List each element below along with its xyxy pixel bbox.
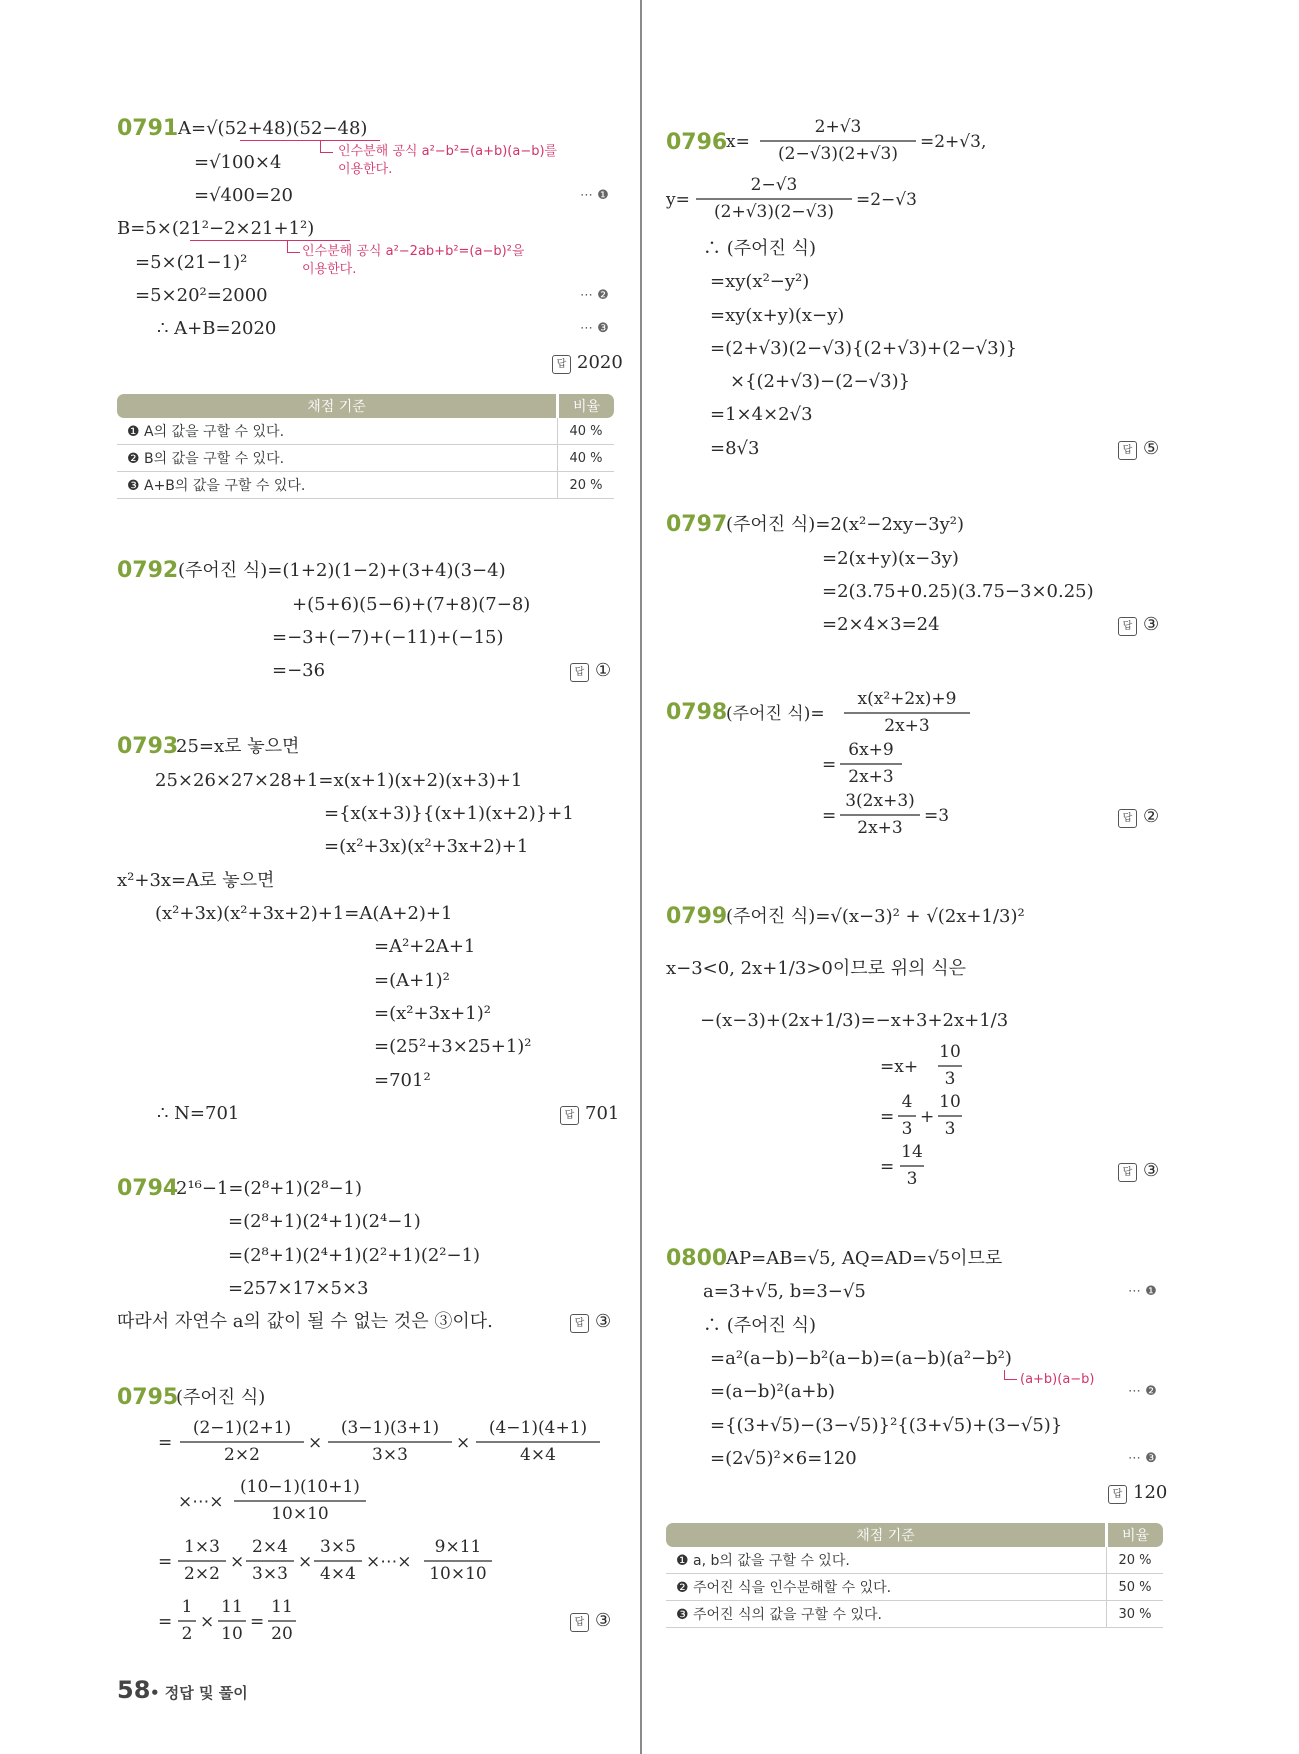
frac-num: 3(2x+3): [845, 791, 915, 811]
answer-value: 2020: [577, 352, 623, 373]
answer-value: ⑤: [1143, 438, 1160, 459]
footer-title: • 정답 및 풀이: [150, 1684, 248, 1702]
op: (주어진 식)=: [726, 704, 825, 724]
solution-line: 25=x로 놓으면: [176, 736, 300, 757]
frac-num: 1: [181, 1597, 193, 1617]
op: y=: [666, 190, 690, 210]
frac-num: x(x²+2x)+9: [857, 689, 957, 709]
frac-num: 10: [939, 1092, 961, 1112]
op: =: [250, 1612, 265, 1632]
answer-label: 답: [1118, 441, 1137, 460]
problem-number: 0792: [117, 558, 179, 583]
solution-line: ={(3+√5)−(3−√5)}²{(3+√5)+(3−√5)}: [710, 1415, 1063, 1436]
solution-line: ∴ N=701: [157, 1103, 240, 1124]
op: ×: [456, 1433, 471, 1453]
note-bracket: [1004, 1370, 1017, 1380]
solution-line: ∴ (주어진 식): [703, 238, 817, 259]
frac-num: 4: [901, 1092, 913, 1112]
frac-num: (10−1)(10+1): [240, 1477, 360, 1497]
answer: [570, 1311, 611, 1333]
solution-line: =(a−b)²(a+b): [710, 1381, 836, 1402]
problem-number: 0794: [117, 1176, 179, 1201]
frac-den: 3: [944, 1069, 956, 1089]
formula-note: 인수분해 공식 a²−b²=(a+b)(a−b)를: [338, 144, 558, 159]
frac-num: (2−1)(2+1): [192, 1418, 292, 1438]
frac-den: 3: [906, 1169, 918, 1189]
grading-table: [117, 394, 614, 499]
problem-number: 0795: [117, 1385, 179, 1410]
op: =: [880, 1157, 895, 1177]
frac-den: 10×10: [429, 1564, 487, 1584]
answer: [1118, 438, 1159, 460]
solution-line: =xy(x+y)(x−y): [710, 305, 845, 326]
frac-num: 2+√3: [814, 117, 862, 137]
grading-criterion: ❸ A+B의 값을 구할 수 있다.: [117, 472, 558, 499]
solution-line: =(2√5)²×6=120: [710, 1448, 857, 1469]
grading-ratio: 30 %: [1107, 1601, 1164, 1628]
answer-value: ③: [595, 1311, 612, 1332]
solution-line: a=3+√5, b=3−√5: [703, 1281, 866, 1302]
solution-line: (주어진 식)=√(x−3)² + √(2x+1/3)²: [726, 906, 1025, 927]
solution-line: (주어진 식): [176, 1387, 266, 1408]
formula-note: (a+b)(a−b): [1020, 1372, 1095, 1387]
grading-table: [666, 1523, 1163, 1628]
frac-num: (4−1)(4+1): [488, 1418, 588, 1438]
fraction-expression-0795: [140, 1415, 620, 1645]
answer-label: 답: [1118, 809, 1137, 828]
solution-line: −(x−3)+(2x+1/3)=−x+3+2x+1/3: [700, 1010, 1009, 1031]
grading-criterion: ❸ 주어진 식의 값을 구할 수 있다.: [666, 1601, 1107, 1628]
solution-line: =5×(21−1)²: [135, 252, 248, 273]
grading-head-ratio: 비율: [558, 394, 615, 418]
problem-number: 0797: [666, 512, 728, 537]
solution-line: =−3+(−7)+(−11)+(−15): [272, 627, 504, 648]
fraction-expression-0798: [720, 684, 1040, 844]
grading-head-ratio: 비율: [1107, 1523, 1164, 1547]
solution-line: =−36: [272, 660, 326, 681]
frac-den: 2×2: [224, 1445, 260, 1465]
answer-label: 답: [570, 1314, 589, 1333]
frac-den: (2+√3)(2−√3): [714, 202, 834, 222]
frac-num: 3×5: [320, 1537, 356, 1557]
frac-num: 6x+9: [848, 740, 894, 760]
solution-line: =(A+1)²: [374, 970, 450, 991]
frac-den: 4×4: [320, 1564, 356, 1584]
formula-note: 이용한다.: [302, 262, 357, 277]
solution-line: 25×26×27×28+1=x(x+1)(x+2)(x+3)+1: [155, 770, 523, 791]
problem-number: 0791: [117, 116, 179, 141]
step-marker: ⋯ ❶: [580, 188, 609, 203]
grading-ratio: 50 %: [1107, 1574, 1164, 1601]
solution-line: B=5×(21²−2×21+1²): [117, 218, 315, 239]
frac-den: 3×3: [252, 1564, 288, 1584]
op: ×⋯×: [366, 1552, 412, 1572]
frac-num: 10: [939, 1042, 961, 1062]
op: =: [880, 1107, 895, 1127]
op: ×: [298, 1552, 313, 1572]
frac-den: 10×10: [271, 1504, 329, 1524]
frac-num: 11: [271, 1597, 293, 1617]
grading-criterion: ❷ 주어진 식을 인수분해할 수 있다.: [666, 1574, 1107, 1601]
op: =: [158, 1552, 173, 1572]
step-marker: ⋯ ❷: [580, 288, 609, 303]
frac-den: 2x+3: [884, 716, 930, 736]
frac-num: 9×11: [434, 1537, 482, 1557]
grading-head-criteria: 채점 기준: [666, 1523, 1107, 1547]
answer: [1108, 1482, 1167, 1504]
solution-line: =(2⁸+1)(2⁴+1)(2²+1)(2²−1): [228, 1245, 481, 1266]
problem-number: 0800: [666, 1246, 728, 1271]
solution-line: ×{(2+√3)−(2−√3)}: [730, 371, 911, 392]
grading-ratio: 20 %: [558, 472, 615, 499]
op: ×: [200, 1612, 215, 1632]
solution-line: x²+3x=A로 놓으면: [117, 870, 275, 891]
solution-line: =(2+√3)(2−√3){(2+√3)+(2−√3)}: [710, 338, 1018, 359]
frac-den: (2−√3)(2+√3): [778, 144, 898, 164]
solution-line: x−3<0, 2x+1/3>0이므로 위의 식은: [666, 958, 967, 979]
frac-den: 4×4: [520, 1445, 556, 1465]
formula-note: 이용한다.: [338, 162, 393, 177]
answer: [1118, 1160, 1159, 1182]
solution-line: 2¹⁶−1=(2⁸+1)(2⁸−1): [176, 1178, 362, 1199]
op: =: [822, 755, 837, 775]
frac-den: 2x+3: [848, 767, 894, 787]
answer-label: 답: [560, 1106, 579, 1125]
answer-value: ①: [595, 660, 612, 681]
op: =: [822, 806, 837, 826]
answer-label: 답: [570, 663, 589, 682]
solution-line: 따라서 자연수 a의 값이 될 수 없는 것은 ③이다.: [117, 1311, 493, 1332]
fraction-expression-0796b: [660, 170, 960, 234]
frac-den: 20: [271, 1624, 293, 1644]
solution-line: ∴ A+B=2020: [157, 318, 277, 339]
grading-ratio: 40 %: [558, 418, 615, 445]
grading-head-criteria: 채점 기준: [117, 394, 558, 418]
frac-num: 1×3: [184, 1537, 220, 1557]
grading-ratio: 20 %: [1107, 1547, 1164, 1574]
grading-criterion: ❶ A의 값을 구할 수 있다.: [117, 418, 558, 445]
frac-num: (3−1)(3+1): [340, 1418, 440, 1438]
formula-note: 인수분해 공식 a²−2ab+b²=(a−b)²을: [302, 244, 525, 259]
answer: [570, 1610, 611, 1632]
answer-value: ③: [1143, 614, 1160, 635]
note-underline: [240, 140, 380, 141]
solution-line: A=√(52+48)(52−48): [178, 118, 368, 139]
answer-value: 701: [585, 1103, 620, 1124]
problem-number: 0799: [666, 904, 728, 929]
grading-ratio: 40 %: [558, 445, 615, 472]
solution-line: =(x²+3x)(x²+3x+2)+1: [324, 836, 529, 857]
problem-number: 0796: [666, 130, 728, 155]
note-underline: [190, 240, 350, 241]
frac-den: 2×2: [184, 1564, 220, 1584]
op: x=: [726, 132, 750, 152]
frac-den: 10: [221, 1624, 243, 1644]
fraction-expression-0799: [870, 1040, 1070, 1200]
grading-criterion: ❶ a, b의 값을 구할 수 있다.: [666, 1547, 1107, 1574]
frac-num: 2−√3: [750, 175, 798, 195]
answer: [552, 352, 623, 374]
frac-den: 3×3: [372, 1445, 408, 1465]
answer-value: ③: [1143, 1160, 1160, 1181]
solution-line: ={x(x+3)}{(x+1)(x+2)}+1: [324, 803, 574, 824]
answer-value: ②: [1143, 806, 1160, 827]
answer-value: ③: [595, 1610, 612, 1631]
step-marker: ⋯ ❸: [580, 321, 609, 336]
solution-line: =2(x+y)(x−3y): [822, 548, 959, 569]
solution-line: (x²+3x)(x²+3x+2)+1=A(A+2)+1: [155, 903, 453, 924]
frac-num: 14: [901, 1142, 923, 1162]
op: +: [920, 1107, 935, 1127]
solution-line: =1×4×2√3: [710, 404, 813, 425]
solution-line: =√100×4: [194, 152, 282, 173]
solution-line: (주어진 식)=(1+2)(1−2)+(3+4)(3−4): [178, 560, 506, 581]
solution-line: =(x²+3x+1)²: [374, 1003, 491, 1024]
op: =: [158, 1433, 173, 1453]
frac-num: 11: [221, 1597, 243, 1617]
solution-line: =8√3: [710, 438, 760, 459]
frac-den: 2x+3: [857, 818, 903, 838]
solution-line: =(25²+3×25+1)²: [374, 1036, 532, 1057]
answer-label: 답: [1118, 617, 1137, 636]
solution-line: =A²+2A+1: [374, 936, 476, 957]
answer: [1118, 614, 1159, 636]
answer-label: 답: [570, 1613, 589, 1632]
answer-label: 답: [552, 355, 571, 374]
op: =2+√3,: [920, 132, 987, 152]
solution-line: ∴ (주어진 식): [703, 1315, 817, 1336]
op: =x+: [880, 1057, 919, 1077]
column-divider: [640, 0, 642, 1754]
grading-criterion: ❷ B의 값을 구할 수 있다.: [117, 445, 558, 472]
frac-den: 3: [944, 1119, 956, 1139]
solution-line: =(2⁸+1)(2⁴+1)(2⁴−1): [228, 1211, 421, 1232]
op: ×: [230, 1552, 245, 1572]
solution-line: =701²: [374, 1070, 431, 1091]
answer-label: 답: [1118, 1163, 1137, 1182]
solution-line: =2×4×3=24: [822, 614, 940, 635]
problem-number: 0793: [117, 734, 179, 759]
solution-line: =257×17×5×3: [228, 1278, 369, 1299]
answer: [570, 660, 611, 682]
solution-line: =5×20²=2000: [135, 285, 268, 306]
step-marker: ⋯ ❷: [1128, 1384, 1157, 1399]
solution-line: =a²(a−b)−b²(a−b)=(a−b)(a²−b²): [710, 1348, 1012, 1369]
solution-line: =√400=20: [194, 185, 293, 206]
solution-line: =2(3.75+0.25)(3.75−3×0.25): [822, 581, 1094, 602]
frac-num: 2×4: [252, 1537, 288, 1557]
solution-line: +(5+6)(5−6)+(7+8)(7−8): [292, 594, 531, 615]
op: ×⋯×: [178, 1492, 224, 1512]
note-bracket: [287, 241, 300, 253]
frac-den: 2: [181, 1624, 193, 1644]
page-number: 58: [117, 1676, 151, 1704]
step-marker: ⋯ ❸: [1128, 1451, 1157, 1466]
solution-line: (주어진 식)=2(x²−2xy−3y²): [726, 514, 965, 535]
answer: [560, 1103, 619, 1125]
solution-line: =xy(x²−y²): [710, 271, 810, 292]
answer-value: 120: [1133, 1482, 1168, 1503]
op: =2−√3: [856, 190, 917, 210]
solution-line: AP=AB=√5, AQ=AD=√5이므로: [726, 1248, 1003, 1269]
problem-number: 0798: [666, 700, 728, 725]
op: =3: [924, 806, 950, 826]
note-bracket: [320, 141, 333, 153]
op: =: [158, 1612, 173, 1632]
frac-den: 3: [901, 1119, 913, 1139]
answer-label: 답: [1108, 1485, 1127, 1504]
step-marker: ⋯ ❶: [1128, 1284, 1157, 1299]
op: ×: [308, 1433, 323, 1453]
answer: [1118, 806, 1159, 828]
